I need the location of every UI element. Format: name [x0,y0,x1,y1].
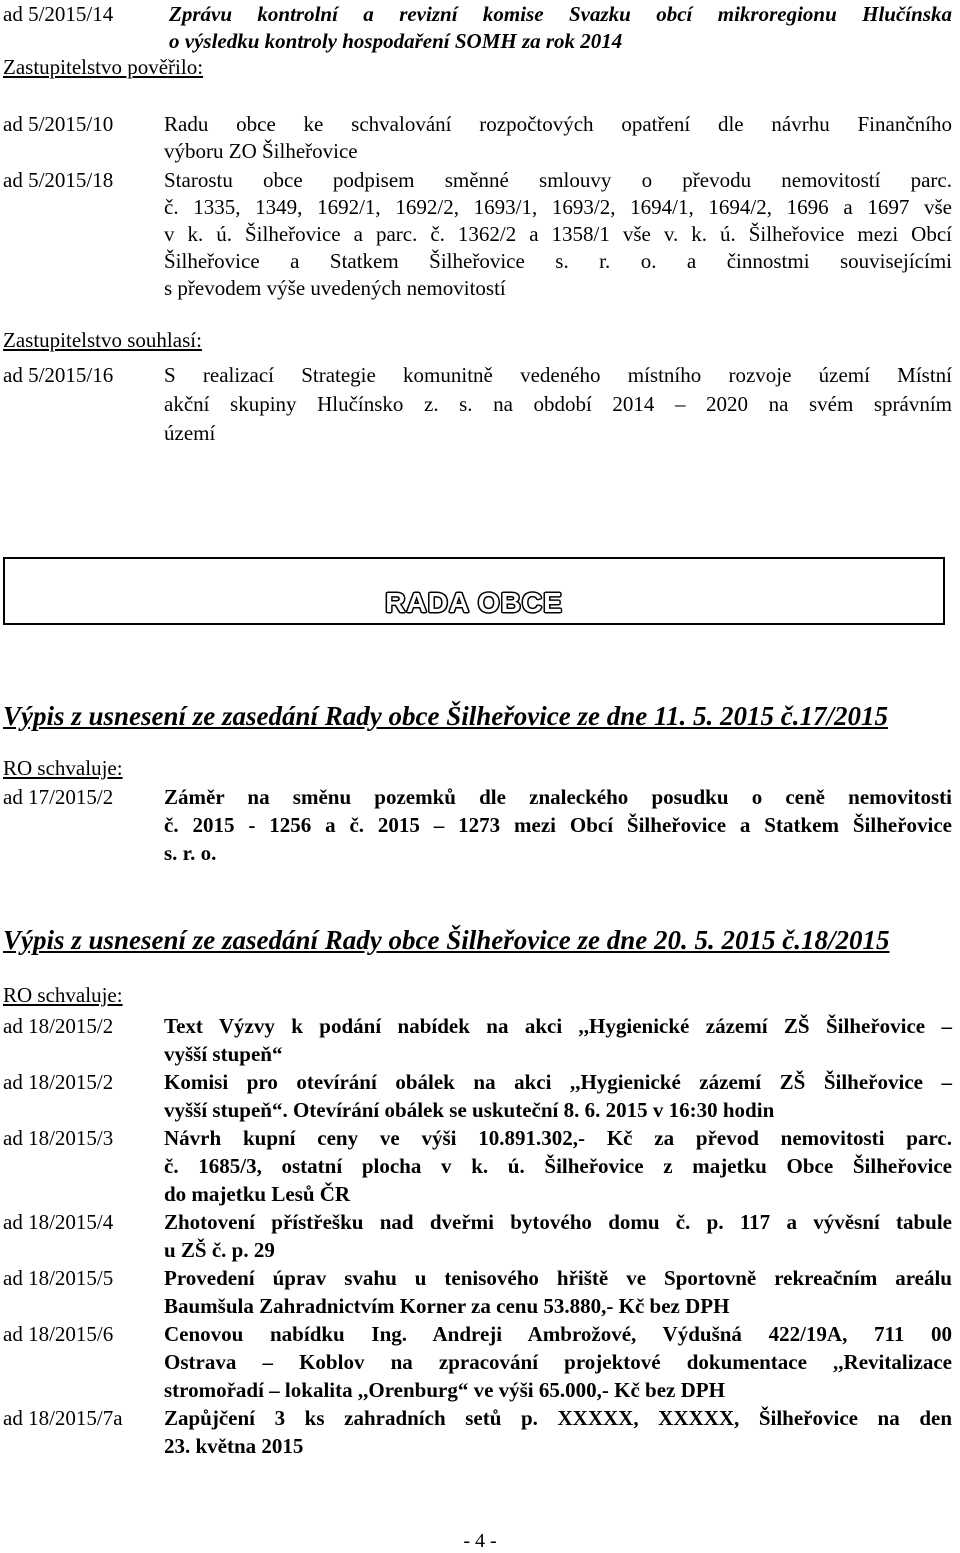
item-label: ad 5/2015/14 [3,2,114,26]
item-text-line: území [164,421,216,445]
item-text-line: Šilheřovice a Statkem Šilheřovice s. r. o. a činnostmi souvisejícími [164,249,952,273]
ro-schvaluje-heading: RO schvaluje: [3,756,123,780]
item-text-line: Zapůjčení 3 ks zahradních setů p. XXXXX, XXXXX, Šilheřovice na den [164,1406,952,1430]
section-heading-souhlasi: Zastupitelstvo souhlasí: [3,328,202,352]
item-text-line: o výsledku kontroly hospodaření SOMH za rok 2014 [169,29,623,53]
item-text-line: Záměr na směnu pozemků dle znaleckého posudku o ceně nemovitosti [164,785,952,809]
item-text-line: akční skupiny Hlučínsko z. s. na období 2014 – 2020 na svém správním [164,392,952,416]
item-label: ad 18/2015/5 [3,1266,114,1290]
item-label: ad 18/2015/3 [3,1126,114,1150]
item-text-line: vyšší stupeň“. Otevírání obálek se uskuteční 8. 6. 2015 v 16:30 hodin [164,1098,775,1122]
item-text-line: 23. května 2015 [164,1434,304,1458]
item-text-line: č. 1685/3, ostatní plocha v k. ú. Šilheřovice z majetku Obce Šilheřovice [164,1154,952,1178]
page-number: - 4 - [463,1530,497,1552]
item-text-line: Ostrava – Koblov na zpracování projektové dokumentace ,,Revitalizace [164,1350,952,1374]
item-text-line: v k. ú. Šilheřovice a parc. č. 1362/2 a 1358/1 vše v. k. ú. Šilheřovice mezi Obcí [164,222,952,246]
rada-obce-title: RADA OBCE [385,587,563,618]
item-text-line: Zprávu kontrolní a revizní komise Svazku obcí mikroregionu Hlučínska [169,2,952,26]
ro-schvaluje-heading: RO schvaluje: [3,983,123,1007]
item-text-line: Komisi pro otevírání obálek na akci ,,Hygienické zázemí ZŠ Šilheřovice – [164,1070,952,1094]
item-text-line: vyšší stupeň“ [164,1042,283,1066]
item-text-line: Baumšula Zahradnictvím Korner za cenu 53.880,- Kč bez DPH [164,1294,730,1318]
item-label: ad 5/2015/16 [3,363,114,387]
item-text-line: s převodem výše uvedených nemovitostí [164,276,506,300]
item-label: ad 18/2015/2 [3,1070,114,1094]
item-text-line: Starostu obce podpisem směnné smlouvy o převodu nemovitostí parc. [164,168,952,192]
item-label: ad 18/2015/2 [3,1014,114,1038]
extract-title-17-2015: Výpis z usnesení ze zasedání Rady obce Šilheřovice ze dne 11. 5. 2015 č.17/2015 [3,701,888,731]
item-text-line: č. 2015 - 1256 a č. 2015 – 1273 mezi Obcí Šilheřovice a Statkem Šilheřovice [164,813,952,837]
item-text-line: s. r. o. [164,841,217,865]
item-text-line: Text Výzvy k podání nabídek na akci ,,Hygienické zázemí ZŠ Šilheřovice – [164,1014,952,1038]
item-label: ad 5/2015/18 [3,168,114,192]
item-label: ad 18/2015/4 [3,1210,114,1234]
item-label: ad 18/2015/6 [3,1322,114,1346]
item-text-line: č. 1335, 1349, 1692/1, 1692/2, 1693/1, 1693/2, 1694/1, 1694/2, 1696 a 1697 vše [164,195,952,219]
item-text-line: do majetku Lesů ČR [164,1182,351,1206]
item-text-line: Zhotovení přístřešku nad dveřmi bytového domu č. p. 117 a vývěsní tabule [164,1210,952,1234]
item-text-line: Návrh kupní ceny ve výši 10.891.302,- Kč za převod nemovitosti parc. [164,1126,952,1150]
extract-title-18-2015: Výpis z usnesení ze zasedání Rady obce Šilheřovice ze dne 20. 5. 2015 č.18/2015 [3,925,890,955]
item-text-line: stromořadí – lokalita ,,Orenburg“ ve výši 65.000,- Kč bez DPH [164,1378,725,1402]
item-text-line: Radu obce ke schvalování rozpočtových opatření dle návrhu Finančního [164,112,952,136]
item-text-line: výboru ZO Šilheřovice [164,139,358,163]
rada-obce-banner [3,557,945,625]
item-label: ad 17/2015/2 [3,785,114,809]
section-heading-povereno: Zastupitelstvo pověřilo: [3,55,204,79]
item-text-line: Cenovou nabídku Ing. Andreji Ambrožové, Výdušná 422/19A, 711 00 [164,1322,952,1346]
item-text-line: S realizací Strategie komunitně vedeného místního rozvoje území Místní [164,363,952,387]
item-label: ad 18/2015/7a [3,1406,123,1430]
item-label: ad 5/2015/10 [3,112,114,136]
item-text-line: Provedení úprav svahu u tenisového hřiště ve Sportovně rekreačním areálu [164,1266,952,1290]
item-text-line: u ZŠ č. p. 29 [164,1238,275,1262]
